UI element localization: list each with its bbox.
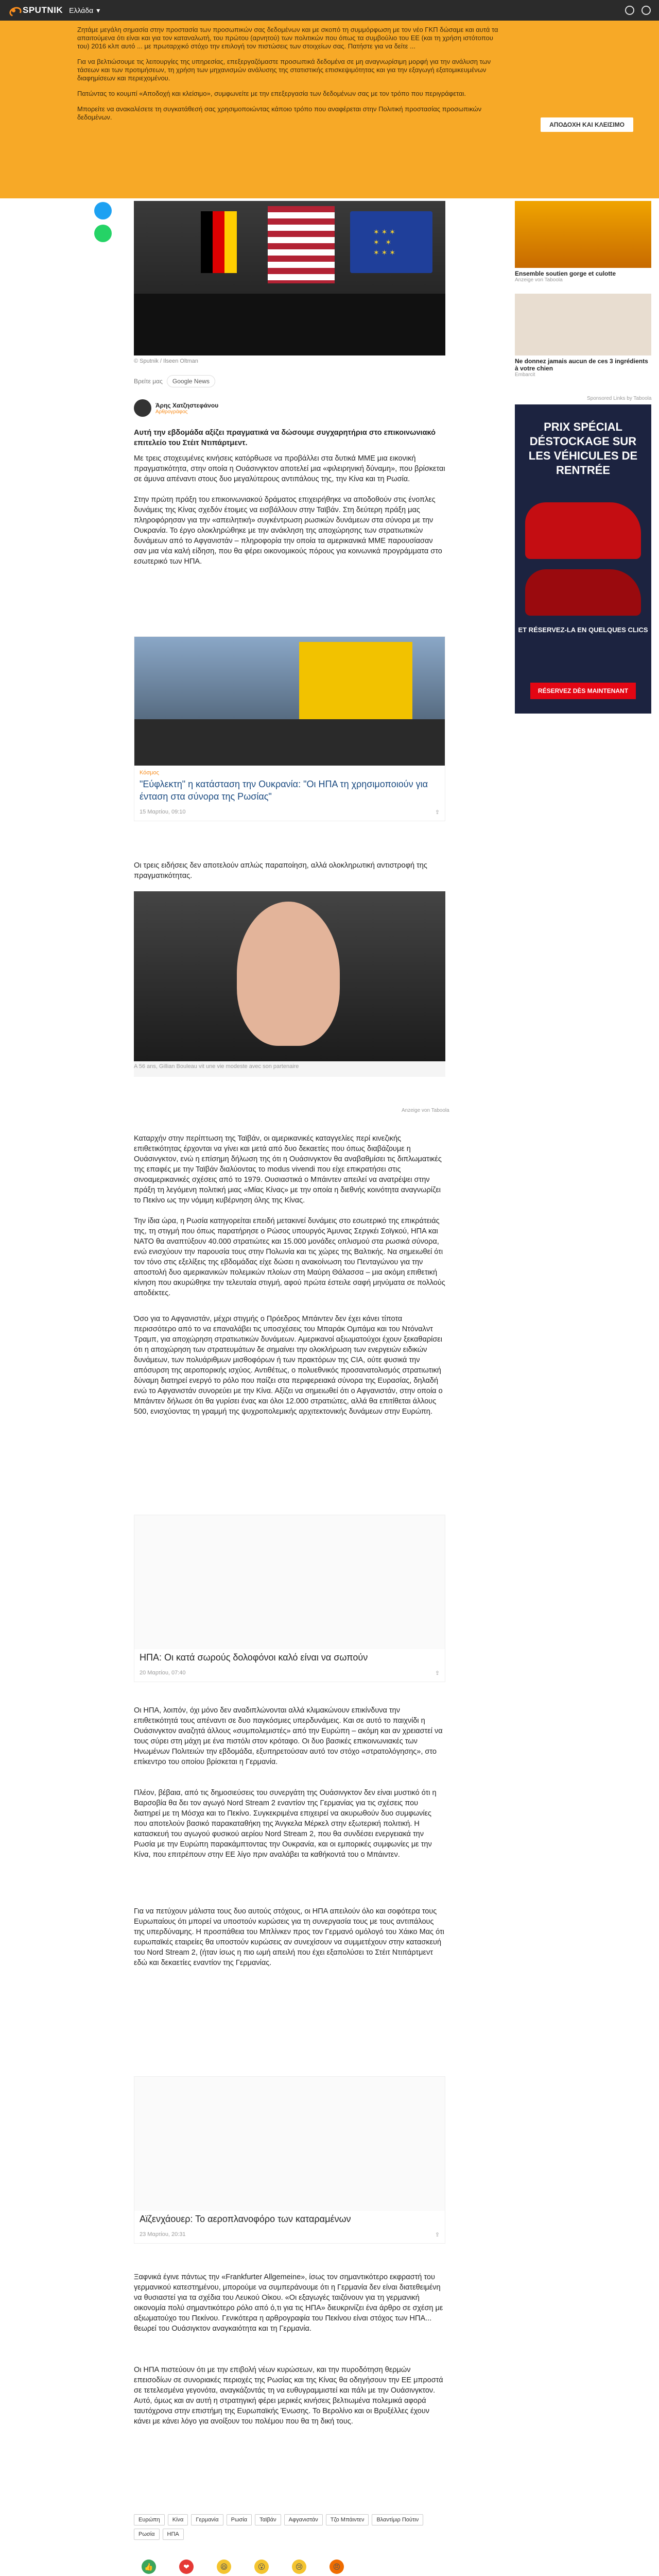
sidebar-ad-card-2[interactable] <box>515 294 651 378</box>
share-icon[interactable]: ⇪ <box>435 2232 440 2238</box>
car-image <box>525 569 641 616</box>
share-icon[interactable]: ⇪ <box>435 1670 440 1676</box>
hero-image <box>134 201 445 355</box>
related-image-2 <box>134 1515 445 1649</box>
ad-source: Anzeige von Taboola <box>402 1108 449 1113</box>
cookie-consent-banner <box>0 21 659 198</box>
heart-icon: ❤ <box>179 2560 194 2574</box>
us-flag <box>268 206 335 283</box>
reaction-wow[interactable] <box>254 2560 269 2576</box>
related-article-card-1[interactable] <box>134 636 445 821</box>
related-image-1 <box>134 637 445 766</box>
tag[interactable]: Αφγανιστάν <box>284 2514 323 2526</box>
germany-flag <box>201 211 237 273</box>
reaction-angry[interactable] <box>330 2560 344 2576</box>
region-selector[interactable] <box>69 6 100 15</box>
car-image <box>525 502 641 559</box>
author-role: Αρθρογράφος <box>155 409 188 415</box>
related-tag-1: Κόσμος <box>140 770 159 776</box>
sidebar-ad-source-1: Anzeige von Taboola <box>515 277 563 283</box>
related-title-3[interactable]: Αϊζενχάουερ: Το αεροπλανοφόρο των καταραμένων <box>140 2214 351 2224</box>
banner-headline: PRIX SPÉCIAL DÉSTOCKAGE SUR LES VÉHICULES DE RENTRÉE <box>528 420 638 477</box>
share-buttons <box>94 202 112 242</box>
sputnik-logo-icon <box>8 5 20 16</box>
sad-icon: 😢 <box>292 2560 306 2574</box>
sidebar-ad-title-2[interactable]: Ne donnez jamais aucun de ces 3 ingrédients à votre chien <box>515 358 648 372</box>
paragraph-10: Ξαφνικά έγινε πάντως την «Frankfurter Allgemeine», ίσως τον σημαντικότερο εκφραστή του γερμανικού κατεστημένου, μπορούμε να συμπεράνουμε ότι η Γερμανία δεν είναι διατεθειμένη να θυσιαστεί για τα σχέδια του Λευκού Οίκου. «Οι εξαγωγές ταιζόνουν για τη γερμανική οικονομία πολύ σημαντικότερο ρόλο από ό,τι για τις ΗΠΑ» διευκρινίζει ένα άρθρο σε σχέση με αξιωματούχο του Πεκίνου. Γενικότερα η αρθρογραφία του Πεκίνου είναι στόχος των ΗΠΑ... θεωρεί του Ουάσιγκτον αναγκαιότητα και τη Γερμανία. <box>134 2273 443 2333</box>
thumbs-up-icon: 👍 <box>142 2560 156 2574</box>
ad-image <box>134 891 445 1061</box>
twitter-icon[interactable] <box>94 202 112 219</box>
reaction-sad[interactable] <box>292 2560 306 2576</box>
related-image-3 <box>134 2077 445 2211</box>
sputnik-logo[interactable] <box>8 5 63 16</box>
reserve-button[interactable]: RÉSERVEZ DÈS MAINTENANT <box>530 683 636 699</box>
paragraph-1: Με τρεις στοχευμένες κινήσεις κατόρθωσε να προβάλλει στα δυτικά ΜΜΕ μια εικονική πραγματικότητα, στην οποία η Ουάσινγκτον αποτελεί μια «φιλειρηνική δύναμη», που βρίσκεται σε άμυνα απέναντι στους δυο μεγαλύτερους αντιπάλους της, την Κίνα και τη Ρωσία. <box>134 454 445 483</box>
brand-name: SPUTNIK <box>23 5 63 15</box>
tag[interactable]: ΗΠΑ <box>163 2529 184 2540</box>
tag[interactable]: Βλαντίμιρ Πούτιν <box>372 2514 423 2526</box>
related-date-1: 15 Μαρτίου, 09:10 <box>140 809 186 815</box>
reaction-laugh[interactable] <box>217 2560 231 2576</box>
paragraph-6: Όσο για το Αφγανιστάν, μέχρι στιγμής ο Πρόεδρος Μπάιντεν δεν έχει κάνει τίποτα περισσότερο από το να επαναλάβει τις υποσχέσεις του Μπαράκ Ομπάμα και του Ντόναλντ Τραμπ, για αποχώρηση στρατιωτικών δυνάμεων. Αμερικανοί αξιωματούχοι έχουν ξεκαθαρίσει ότι η αποχώρηση των στρατευμάτων δε σημαίνει την ολοκλήρωση των ενεργειών ειδικών δυνάμεων, των πολυάριθμων μισθοφόρων ή των πρακτόρων της CIA, ούτε φυσικά την απόσυρση της αεροπορικής ισχύος. Αντιθέτως, ο πολυεθνικός προσανατολισμός στρατιωτική δύναμη διατηρεί ενεργό το ρόλο που παίζει στα περιφερειακά σύνορα της Ευρασίας, δηλαδή ενώ το Αφγανιστάν συνορεύει με την Κίνα. Αξίζει να σημειωθεί ότι ο Αφγανιστάν, στην οποία ο Μπάιντεν δήλωσε ότι θα γυρίσει ένας και όλοι 12.000 στρατιώτες, αλλά θα επιτίθεται άλλους 500, ενισχύοντας τη γραμμή της ψυχροπολεμικής αρχιτεκτονικής δυνάμεων στην Ευρώπη. <box>134 1315 443 1416</box>
related-date-2: 20 Μαρτίου, 07:40 <box>140 1670 186 1676</box>
paragraph-7: Οι ΗΠΑ, λοιπόν, όχι μόνο δεν αναδιπλώνονται αλλά κλιμακώνουν επικίνδυνα την επιθετικότητά τους απέναντι σε δυο παγκόσμιες υπερδυνάμεις. Και σε αυτό το παιχνίδι η Ουάσινγκτον αναζητά άλλους «συμπολεμιστές» από την Ευρώπη – ακόμη και αν χρειαστεί να τους σύρει στη μάχη με ένα πιστόλι στον κρόταφο. Οι δυο βασικές επικοινωνιακές των Ηνωμένων Πολιτειών την εβδομάδα, εξυπηρετούσαν αυτό τον στόχο «στρατολόγησης», στο επίκεντρο του οποίου βρίσκεται η Γερμανία. <box>134 1706 443 1766</box>
crowd <box>134 719 445 766</box>
sidebar-ad-title-1[interactable]: Ensemble soutien gorge et culotte <box>515 270 616 277</box>
paragraph-8: Πλέον, βέβαια, από τις δημοσιεύσεις του συνεργάτη της Ουάσινγκτον δεν είναι μυστικό ότι η Βαρσοβία θα δει τον αγωγό Nord Stream 2 εναντίον της Γερμανίας για τις σχέσεις που διατηρεί με τη Μόσχα και το Πεκίνο. Συγκεκριμένα επιχειρεί να ακυρωθούν δυο συμφωνίες που αποτελούν βασικό παρακαταθήκη της Άνγκελα Μέρκελ στην εξωτερική πολιτική. Η κατασκευή του αγωγού φυσικού αερίου Nord Stream 2, που θα συνδέσει ενεργειακά την Ρωσία με την Ευρώπη παρακάμπτοντας την Ουκρανία, και οι εμπορικές συμφωνίες με την Κίνα, που επιτρέπουν στην ΕΕ λίγο πριν αναλάβει τα καθήκοντά του ο Μπάιντεν. <box>134 1789 437 1859</box>
cookie-text-4: Μπορείτε να ανακαλέσετε τη συγκατάθεσή σας χρησιμοποιώντας κάποιο τρόπο που αναφέρεται στην Πολιτική προστασίας προσωπικών δεδομένων. <box>77 105 482 121</box>
related-article-card-3[interactable] <box>134 2076 445 2244</box>
chevron-down-icon: ▾ <box>96 6 100 14</box>
wow-icon: 😮 <box>254 2560 269 2574</box>
banner-cta-text: ET RÉSERVEZ-LA EN QUELQUES CLICS <box>518 626 648 634</box>
author-name[interactable]: Άρης Χατζηστεφάνου <box>155 401 219 409</box>
reactions-bar <box>142 2560 344 2576</box>
cookie-text-1: Ζητάμε μεγάλη σημασία στην προστασία των προσωπικών σας δεδομένων και με σκοπό τη συμμόρφωση με τον νέο ΓΚΠ δώσαμε και αυτά τα απαιτούμενα ότι είναι και για τον καταναλωτή, του πρώτου (αρνητού) των πολιτικών που όπως τα συμβούλιο του ΕΕ (και τη χρήση ιστότοπου του) 2016 κλπ αυτό ... με πρωταρχικό στόχο την επιλογή τον πιστώσεις των στοιχείων σας. Πατήστε για να δείτε ... <box>77 26 498 50</box>
sidebar-ad-image-2 <box>515 294 651 355</box>
cookie-text-2: Για να βελτιώσουμε τις λειτουργίες της υπηρεσίας, επεξεργαζόμαστε προσωπικά δεδομένα σε μη αναγνωρίσιμη μορφή για την ανάλυση των τάσεων και των προτιμήσεων, τη χρήση των μηχανισμών ανάλυσης της στατιστικής επισκεψιμότητας και για την εξαγωγή εξατομικευμένων διαφημίσεων και περιεχομένου. <box>77 58 491 82</box>
car-silhouette <box>134 294 445 355</box>
sponsored-ad[interactable] <box>134 891 445 1077</box>
related-title-2[interactable]: ΗΠΑ: Οι κατά σωρούς δολοφόνοι καλό είναι να σωπούν <box>140 1652 368 1663</box>
ad-portrait <box>237 902 340 1046</box>
sidebar-ad-card-1[interactable] <box>515 201 651 283</box>
search-icon[interactable] <box>625 6 634 15</box>
accept-and-close-button[interactable]: ΑΠΟΔΟΧΗ ΚΑΙ ΚΛΕΙΣΙΜΟ <box>541 117 633 132</box>
whatsapp-icon[interactable] <box>94 225 112 242</box>
paragraph-2: Στην πρώτη πράξη του επικοινωνιακού δράματος επιχειρήθηκε να αποδοθούν στις ένοπλες δυνάμεις της Κίνας σχεδόν έτοιμες να εισβάλλουν στην Ταϊβάν. Στη δεύτερη πράξη μας πληροφόρησαν για την «απειλητική» συγκέντρωση ρωσικών δυνάμεων στα σύνορα με την Ουκρανία. Το έργο ολοκληρώθηκε με την ανάκληση της αποχώρησης των στρατιωτικών δυνάμεων από το Αφγανιστάν – πληροφορία την οποία τα αμερικανικά ΜΜΕ παρουσίασαν σαν μια νέα καλή είδηση, που θα φέρει οικονομικούς πόρους για κοινωνικά προγράμματα στο εσωτερικό των ΗΠΑ. <box>134 496 442 566</box>
paragraph-11: Οι ΗΠΑ πιστεύουν ότι με την επιβολή νέων κυρώσεων, και την πυροδότηση θερμών επεισοδίων σε συνοριακές περιοχές της Ρωσίας και της Κίνας θα οδηγήσουν την ΕΕ μπροστά σε τετελεσμένα γεγονότα, αναγκάζοντάς τη να ευθυγραμμιστεί και πάλι με την Ουάσινγκτον. Αυτό, όμως και αν αυτή η στρατηγική φέρει μερικές κινήσεις βελτιωμένα πολεμικά αφορά ταυτόχρονα στην επιστήμη της Ευρωπαϊκής Ένωσης. Το Βερολίνο και οι Βρυξέλλες έχουν κάνει με κάνει λόγο για ανοίξουν του πολέμου που θα τη δική τους. <box>134 2366 443 2426</box>
tag[interactable]: Ρωσία <box>227 2514 252 2526</box>
eu-flag <box>350 211 432 273</box>
tag[interactable]: Ευρώπη <box>134 2514 165 2526</box>
reaction-like[interactable] <box>142 2560 156 2576</box>
sidebar-ad-image-1 <box>515 201 651 268</box>
paragraph-3: Οι τρεις ειδήσεις δεν αποτελούν απλώς παραποίηση, αλλά ολοκληρωτική αντιστροφή της πραγματικότητας. <box>134 861 427 880</box>
tag[interactable]: Κίνα <box>168 2514 188 2526</box>
angry-icon: 😠 <box>330 2560 344 2574</box>
menu-icon[interactable] <box>641 6 651 15</box>
paragraph-9: Για να πετύχουν μάλιστα τους δυο αυτούς στόχους, οι ΗΠΑ απειλούν όλο και σοφότερα τους Ευρωπαίους ότι μπορεί να υποστούν κυρώσεις για τη συνεργασία τους με τους αντιπάλους της υπερδύναμης. Η προσπάθεια του Μπλίνκεν προς τον Γερμανό ομόλογό του Χάικο Μας ότι ευρωπαϊκές εταιρείες θα υποστούν κυρώσεις αν συνεχίσουν να συμμετέχουν στην κατασκευή του Nord Stream 2, (ήταν ίσως η πιο ωμή απειλή που έχει εξαπολύσει το Στέιτ Ντιπάρτμεντ εδώ και δεκαετίες εναντίον της Γερμανίας. <box>134 1907 444 1967</box>
paragraph-4: Καταρχήν στην περίπτωση της Ταϊβάν, οι αμερικανικές καταγγελίες περί κινεζικής επιθετικότητας έρχονται να γίνει και μετά από δυο δεκαετίες που όπως διαβάζουμε η Ουάσινγκτον, ενώ η επίσημη δήλωση της ότι η Ουάσινγκτον θα αναβαθμίσει τις διπλωματικές της επαφές με την Ταϊβάν διαλύοντας το modus vivendi που είχε επικρατήσει στις σινοαμερικανικές σχέσεις από το 1979. Ουσιαστικά ο Μπάιντεν απειλεί να ανατρέψει στην πράξη τη λεγόμενη πολιτική μιας «Μίας Κίνας» με την οποία η διεθνής κοινότητα αναγνωρίζει το Πεκίνο ως την νόμιμη κυβέρνηση όλης της Κίνας. <box>134 1134 442 1205</box>
article-lead: Αυτή την εβδομάδα αξίζει πραγματικά να δώσουμε συγχαρητήρια στο επικοινωνιακό επιτελείο του Στέιτ Ντιπάρτμεντ. <box>134 429 436 447</box>
article-tags <box>134 2514 445 2540</box>
sponsored-links-label: Sponsored Links by Taboola <box>587 396 652 401</box>
top-navigation-bar <box>0 0 659 21</box>
sidebar-banner-ad[interactable] <box>515 404 651 714</box>
tag[interactable]: Γερμανία <box>191 2514 223 2526</box>
author-block[interactable] <box>134 399 218 417</box>
related-title-1[interactable]: "Εύφλεκτη" η κατάσταση την Ουκρανία: "Οι ΗΠΑ τη χρησιμοποιούν για ένταση στα σύνορα της Ρωσίας" <box>140 779 428 802</box>
yellow-flag <box>299 642 412 730</box>
follow-us <box>134 375 215 387</box>
google-news-button[interactable]: Google News <box>167 375 215 387</box>
tag[interactable]: Τζο Μπάιντεν <box>326 2514 369 2526</box>
ad-caption[interactable]: A 56 ans, Gillian Bouleau vit une vie modeste avec son partenaire <box>134 1063 299 1070</box>
tag[interactable]: Ταϊβάν <box>255 2514 281 2526</box>
share-icon[interactable]: ⇪ <box>435 809 440 816</box>
laugh-icon: 😆 <box>217 2560 231 2574</box>
photo-caption: © Sputnik / Ilseen Oltman <box>134 358 198 364</box>
tag[interactable]: Ρωσία <box>134 2529 160 2540</box>
sidebar-ad-source-2: Embarcit <box>515 372 535 378</box>
cookie-text-3: Πατώντας το κουμπί «Αποδοχή και κλείσιμο», συμφωνείτε με την επεξεργασία των δεδομένων σας με τον τρόπο που περιγράφεται. <box>77 90 466 97</box>
related-date-3: 23 Μαρτίου, 20:31 <box>140 2231 186 2238</box>
region-label: Ελλάδα <box>69 6 94 14</box>
related-article-card-2[interactable] <box>134 1515 445 1682</box>
paragraph-5: Την ίδια ώρα, η Ρωσία κατηγορείται επειδή μετακινεί δυνάμεις στο εσωτερικό της επικράτειάς της, τη στιγμή που όπως παρατήρησε ο Ρώσος υπουργός Άμυνας Σεργκέι Σοϊγκού, ΗΠΑ και ΝΑΤΟ θα αναπτύξουν 40.000 στρατιώτες και 15.000 μονάδες οπλισμού στα ρωσικά σύνορα, ενώ ενισχύουν την παρουσία τους στην Πολωνία και τις χώρες της Βαλτικής. Να σημειωθεί ότι τον τόνο στις εξελίξεις της εβδομάδας είχε δώσει η ανακοίνωση του Πενταγώνου για την αποστολή δυο αμερικανικών πολεμικών πλοίων στη Μαύρη Θάλασσα – μια ακόμη επιθετική κίνηση που ακυρώθηκε την τελευταία στιγμή, αφού πρώτα έστειλε σαφή μηνύματα σε πολλούς αποδέκτες. <box>134 1217 445 1297</box>
follow-label: Βρείτε μας <box>134 378 163 385</box>
avatar <box>134 399 151 417</box>
reaction-love[interactable] <box>179 2560 194 2576</box>
